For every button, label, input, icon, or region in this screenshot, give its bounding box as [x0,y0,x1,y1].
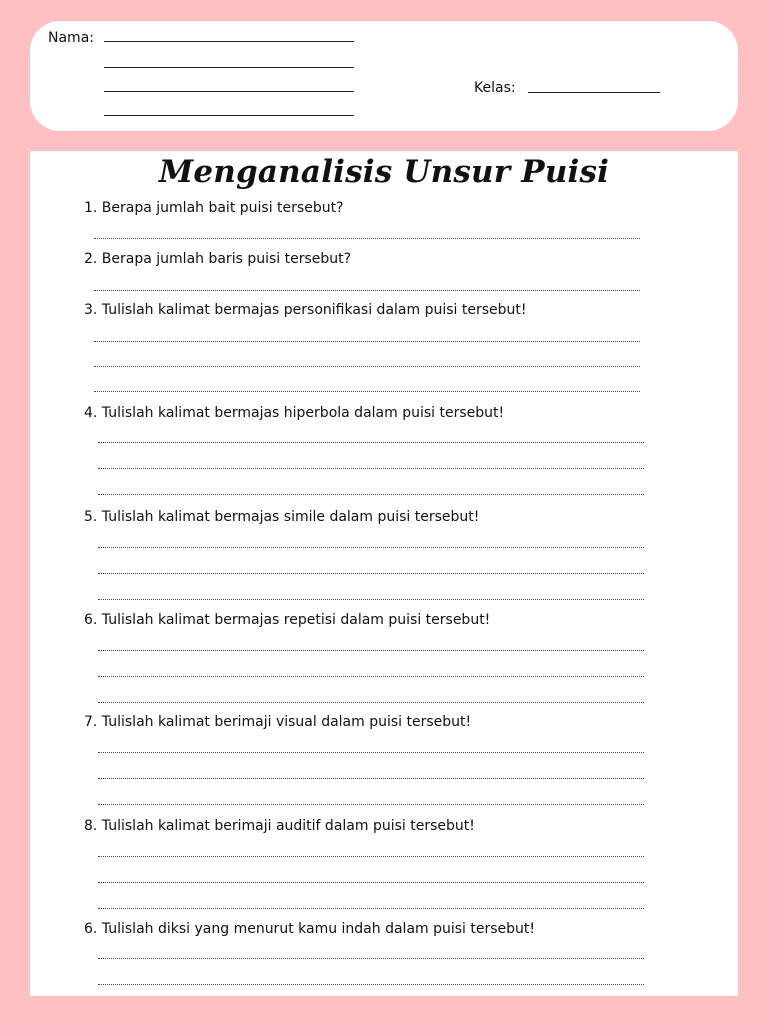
answer-line[interactable] [98,752,644,753]
name-field-line-1[interactable] [104,41,354,42]
answer-line[interactable] [98,468,644,469]
answer-line[interactable] [98,442,644,443]
answer-line[interactable] [98,650,644,651]
answer-line[interactable] [98,856,644,857]
answer-line[interactable] [94,391,640,392]
question-4: 4. Tulislah kalimat bermajas hiperbola dalam puisi tersebut! [84,405,505,421]
answer-line[interactable] [98,984,644,985]
worksheet-title: Menganalisis Unsur Puisi [158,154,610,190]
answer-line[interactable] [98,908,644,909]
worksheet-page [30,151,738,996]
answer-line[interactable] [98,804,644,805]
answer-line[interactable] [98,547,644,548]
question-2: 2. Berapa jumlah baris puisi tersebut? [84,251,352,267]
answer-line[interactable] [98,494,644,495]
name-field-line-3[interactable] [104,91,354,92]
answer-line[interactable] [98,778,644,779]
question-9: 6. Tulislah diksi yang menurut kamu indah dalam puisi tersebut! [84,921,536,937]
answer-line[interactable] [94,290,640,291]
name-field-line-2[interactable] [104,67,354,68]
question-7: 7. Tulislah kalimat berimaji visual dalam puisi tersebut! [84,714,472,730]
question-6: 6. Tulislah kalimat bermajas repetisi dalam puisi tersebut! [84,612,491,628]
question-3: 3. Tulislah kalimat bermajas personifikasi dalam puisi tersebut! [84,302,527,318]
question-5: 5. Tulislah kalimat bermajas simile dalam puisi tersebut! [84,509,480,525]
answer-line[interactable] [94,341,640,342]
question-1: 1. Berapa jumlah bait puisi tersebut? [84,200,344,216]
answer-line[interactable] [98,958,644,959]
name-label: Nama: [48,30,94,46]
class-label: Kelas: [474,80,516,96]
answer-line[interactable] [98,882,644,883]
answer-line[interactable] [98,599,644,600]
answer-line[interactable] [94,238,640,239]
answer-line[interactable] [98,573,644,574]
answer-line[interactable] [98,702,644,703]
question-8: 8. Tulislah kalimat berimaji auditif dalam puisi tersebut! [84,818,475,834]
student-info-card [30,21,738,131]
class-field-line[interactable] [528,92,660,93]
name-field-line-4[interactable] [104,115,354,116]
answer-line[interactable] [94,366,640,367]
answer-line[interactable] [98,676,644,677]
